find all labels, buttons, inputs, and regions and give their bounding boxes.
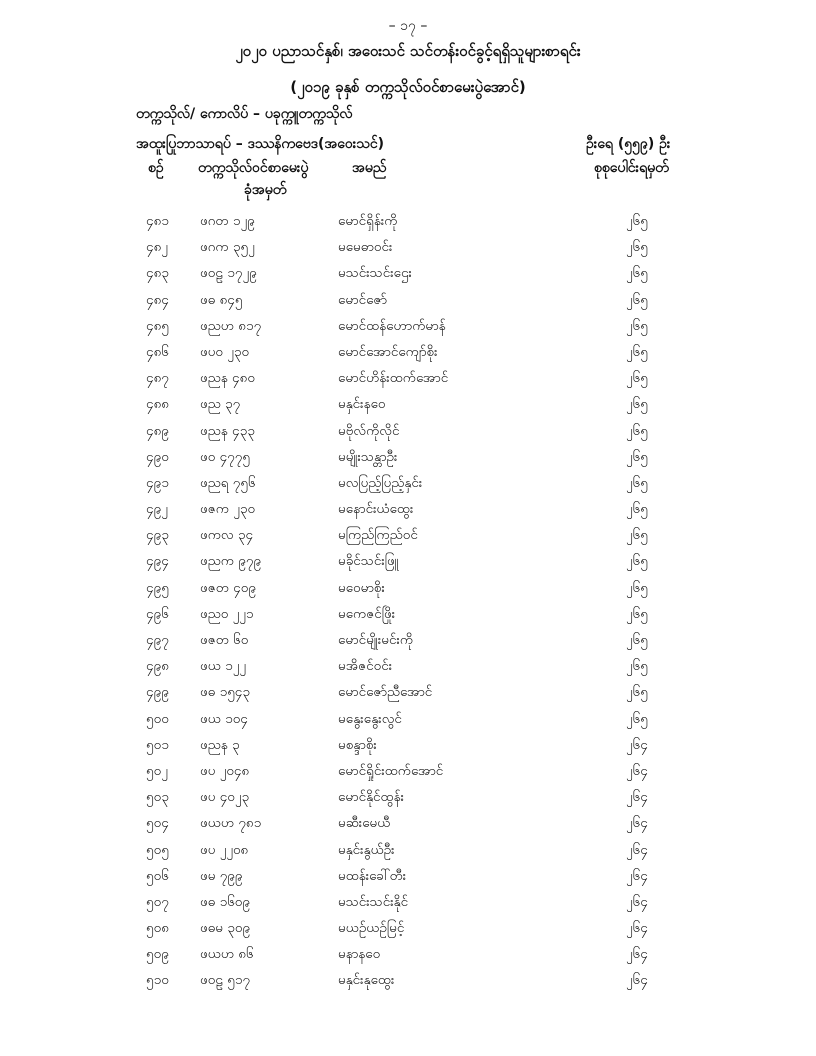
table-row bbox=[0, 260, 816, 286]
table-row bbox=[0, 444, 816, 470]
row-number: ၄၉၉ bbox=[146, 684, 169, 701]
table-row bbox=[0, 391, 816, 417]
total-mark: ၂၆၅ bbox=[626, 658, 648, 675]
row-number: ၄၉၀ bbox=[146, 448, 169, 465]
column-header-exam-no-line2: ခုံအမှတ် bbox=[244, 182, 287, 198]
row-number: ၅၁၀ bbox=[146, 972, 169, 989]
exam-number: ဖကလ ၃၄ bbox=[200, 527, 254, 544]
row-number: ၄၈၈ bbox=[146, 396, 170, 413]
total-mark: ၂၆၅ bbox=[626, 632, 648, 648]
exam-number: ဖဓ ၁၅၄၃ bbox=[200, 684, 250, 701]
total-mark: ၂၆၄ bbox=[626, 972, 648, 989]
total-mark: ၂၆၅ bbox=[626, 579, 648, 596]
total-mark: ၂၆၅ bbox=[626, 553, 648, 570]
student-name: မအိဇင်ဝင်း bbox=[338, 658, 393, 675]
student-name: မမေဓာဝင်း bbox=[338, 239, 393, 256]
table-row bbox=[0, 732, 816, 758]
total-mark: ၂၆၅ bbox=[626, 527, 648, 544]
table-row bbox=[0, 208, 816, 234]
student-name: မနှင်းနုထွေး bbox=[338, 972, 395, 989]
row-number: ၅၀၈ bbox=[146, 920, 169, 937]
exam-number: ဖညက ၉၇၉ bbox=[200, 553, 262, 570]
row-number: ၄၈၉ bbox=[146, 422, 169, 439]
total-mark: ၂၆၄ bbox=[626, 920, 648, 937]
column-header-no: စဉ် bbox=[148, 160, 164, 176]
total-mark: ၂၆၅ bbox=[626, 213, 648, 229]
student-name: မကြည်ကြည်ဝင် bbox=[338, 527, 418, 544]
total-mark: ၂၆၅ bbox=[626, 239, 648, 256]
exam-number: ဖဓမ ၃၀၉ bbox=[200, 920, 251, 937]
exam-number: ဖယ ၁၀၄ bbox=[200, 710, 248, 727]
row-number: ၅၀၃ bbox=[146, 789, 169, 806]
row-number: ၄၈၄ bbox=[146, 291, 169, 308]
column-header-mark: စုစုပေါင်းရမှတ် bbox=[594, 160, 669, 176]
exam-number: ဖဝဠ ၅၁၇ bbox=[200, 972, 251, 989]
table-row bbox=[0, 234, 816, 260]
table-row bbox=[0, 837, 816, 863]
total-mark: ၂၆၄ bbox=[626, 893, 648, 910]
student-name: မောင်ဇော် bbox=[338, 291, 387, 308]
total-mark: ၂၆၅ bbox=[626, 501, 648, 518]
exam-number: ဖယဟ ၇၈၁ bbox=[200, 815, 262, 832]
exam-number: ဖညန ၄၈၀ bbox=[200, 370, 255, 387]
table-row bbox=[0, 313, 816, 339]
exam-number: ဖည၀ ၂၂၁ bbox=[200, 605, 254, 622]
table-row bbox=[0, 339, 816, 365]
student-name: မောင်မျိုးမင်းကို bbox=[338, 632, 414, 648]
table-row bbox=[0, 941, 816, 967]
table-row bbox=[0, 810, 816, 836]
student-name: မကေဇင်ဖြိုး bbox=[338, 605, 396, 622]
student-name: မောင်ရှိန်းကို bbox=[338, 213, 398, 229]
total-mark: ၂၆၅ bbox=[626, 710, 648, 727]
total-mark: ၂၆၄ bbox=[626, 815, 648, 832]
row-number: ၄၉၁ bbox=[146, 474, 169, 491]
student-name: မမျိုးသန္တာဦး bbox=[338, 448, 398, 465]
exam-number: ဖယဟ ၈၆ bbox=[200, 946, 254, 963]
table-row bbox=[0, 784, 816, 810]
table-row bbox=[0, 601, 816, 627]
exam-number: ဖညန ၃ bbox=[200, 736, 240, 753]
exam-number: ဖဇတ ၄၀၉ bbox=[200, 579, 256, 596]
table-row bbox=[0, 706, 816, 732]
table-row bbox=[0, 758, 816, 784]
row-number: ၅၀၁ bbox=[146, 736, 169, 753]
table-row bbox=[0, 548, 816, 574]
total-mark: ၂၆၅ bbox=[626, 265, 648, 282]
student-name: မနာနဝေ bbox=[338, 946, 381, 963]
exam-number: ဖဂက ၃၅၂ bbox=[200, 239, 255, 256]
exam-number: ဖဝ ၄၇၇၅ bbox=[200, 448, 250, 465]
total-mark: ၂၆၄ bbox=[626, 736, 648, 753]
table-row bbox=[0, 496, 816, 522]
row-number: ၄၉၈ bbox=[146, 658, 169, 675]
row-number: ၄၉၂ bbox=[146, 501, 168, 518]
student-name: မလပြည့်ပြည့်နှင်း bbox=[338, 474, 423, 491]
exam-number: ဖပ ၂၂၀၈ bbox=[200, 841, 249, 858]
row-number: ၄၉၄ bbox=[146, 553, 169, 570]
student-name: မောင်ဇော်ညီအောင် bbox=[338, 684, 433, 701]
table-row bbox=[0, 915, 816, 941]
table-row bbox=[0, 627, 816, 653]
student-name: မယဉ်ယဉ်မြင့် bbox=[338, 920, 405, 937]
row-number: ၄၈၁ bbox=[146, 213, 169, 229]
exam-number: ဖဇက ၂၃၀ bbox=[200, 501, 256, 518]
total-mark: ၂၆၄ bbox=[626, 867, 648, 884]
student-name: မနွေးနွေးလွင် bbox=[338, 710, 402, 727]
exam-number: ဖပ ၄၀၂၃ bbox=[200, 789, 250, 806]
row-number: ၅၀၅ bbox=[146, 841, 169, 858]
row-number: ၅၀၉ bbox=[146, 946, 169, 963]
student-name: မထန်းခေါ်တီး bbox=[338, 867, 407, 884]
student-name: မောင်နိုင်ထွန်း bbox=[338, 789, 405, 806]
row-number: ၄၉၅ bbox=[146, 579, 169, 596]
table-row bbox=[0, 653, 816, 679]
row-number: ၄၈၇ bbox=[146, 370, 169, 387]
total-mark: ၂၆၅ bbox=[626, 396, 648, 413]
student-name: မောင်အောင်ကျော်စိုး bbox=[338, 343, 438, 360]
row-number: ၅၀၀ bbox=[146, 710, 169, 727]
exam-number: ဖည ၃၇ bbox=[200, 396, 241, 413]
student-name: မဗိုလ်ကိုလိုင် bbox=[338, 422, 400, 439]
row-number: ၄၉၆ bbox=[146, 605, 169, 622]
total-mark: ၂၆၄ bbox=[626, 841, 648, 858]
exam-number: ဖဇတ ၆၀ bbox=[200, 632, 249, 648]
row-number: ၅၀၄ bbox=[146, 815, 169, 832]
exam-number: ဖညရ ၇၅၆ bbox=[200, 474, 256, 491]
exam-number: ဖပ ၂၀၄၈ bbox=[200, 762, 250, 779]
table-row bbox=[0, 679, 816, 705]
row-number: ၅၀၆ bbox=[146, 867, 169, 884]
student-name: မခိုင်သင်းဖြူ bbox=[338, 553, 399, 570]
page-subtitle: (၂၀၁၉ ခုနှစ် တက္ကသိုလ်ဝင်စာမေးပွဲအောင်) bbox=[290, 78, 526, 96]
table-row bbox=[0, 418, 816, 444]
student-name: မစန္ဒာစိုး bbox=[338, 736, 377, 753]
row-number: ၄၈၂ bbox=[146, 239, 168, 256]
student-name: မသင်းသင်းဌေး bbox=[338, 265, 412, 282]
row-number: ၅၀၇ bbox=[146, 893, 169, 910]
row-number: ၅၀၂ bbox=[146, 762, 168, 779]
row-number: ၄၉၃ bbox=[146, 527, 169, 544]
student-list bbox=[0, 208, 816, 994]
row-number: ၄၈၃ bbox=[146, 265, 169, 282]
table-row bbox=[0, 365, 816, 391]
major-line: အထူးပြုဘာသာရပ် – ဒဿနိကဗေဒ(အဝေးသင်) bbox=[136, 136, 384, 152]
total-mark: ၂၆၅ bbox=[626, 343, 648, 360]
page-number: – ၁၇ – bbox=[388, 18, 428, 34]
student-name: မောင်ဟိန်းထက်အောင် bbox=[338, 370, 449, 387]
exam-number: ဖညန ၄၃၃ bbox=[200, 422, 255, 439]
total-mark: ၂၆၅ bbox=[626, 605, 648, 622]
exam-number: ဖမ ၇၉၉ bbox=[200, 867, 243, 884]
student-name: မသင်းသင်းနိုင် bbox=[338, 893, 409, 910]
university-line: တက္ကသိုလ်/ ကောလိပ် – ပခုက္ကူတက္ကသိုလ် bbox=[136, 106, 353, 122]
table-row bbox=[0, 287, 816, 313]
total-mark: ၂၆၅ bbox=[626, 684, 648, 701]
exam-number: ဖညဟ ၈၁၇ bbox=[200, 317, 262, 334]
total-mark: ၂၆၅ bbox=[626, 317, 648, 334]
exam-number: ဖဓ ၈၄၅ bbox=[200, 291, 243, 308]
table-row bbox=[0, 967, 816, 993]
total-count: ဦးရေ (၅၅၉) ဦး bbox=[586, 136, 671, 152]
table-row bbox=[0, 889, 816, 915]
column-header-exam-no: တက္ကသိုလ်ဝင်စာမေးပွဲ bbox=[198, 160, 309, 176]
total-mark: ၂၆၅ bbox=[626, 474, 648, 491]
exam-number: ဖပ၀ ၂၃၀ bbox=[200, 343, 250, 360]
table-row bbox=[0, 470, 816, 496]
total-mark: ၂၆၄ bbox=[626, 762, 648, 779]
student-name: မနောင်းယံထွေး bbox=[338, 501, 414, 518]
row-number: ၄၈၅ bbox=[146, 317, 169, 334]
total-mark: ၂၆၅ bbox=[626, 448, 648, 465]
column-header-name: အမည် bbox=[352, 160, 387, 176]
total-mark: ၂၆၅ bbox=[626, 422, 648, 439]
total-mark: ၂၆၄ bbox=[626, 946, 648, 963]
student-name: မဆီးမေယီ bbox=[338, 815, 391, 832]
table-row bbox=[0, 522, 816, 548]
total-mark: ၂၆၄ bbox=[626, 789, 648, 806]
total-mark: ၂၆၅ bbox=[626, 370, 648, 387]
student-name: မနှင်းနဝေ bbox=[338, 396, 386, 413]
exam-number: ဖဂတ ၁၂၉ bbox=[200, 213, 255, 229]
row-number: ၄၈၆ bbox=[146, 343, 169, 360]
exam-number: ဖယ ၁၂၂ bbox=[200, 658, 246, 675]
exam-number: ဖဓ ၁၆၀၉ bbox=[200, 893, 250, 910]
page-title: ၂၀၂၀ ပညာသင်နှစ်၊ အဝေးသင် သင်တန်းဝင်ခွင့်ရရှိသူများစာရင်း bbox=[235, 42, 581, 60]
table-row bbox=[0, 575, 816, 601]
student-name: မဝေမာစိုး bbox=[338, 579, 385, 596]
table-row bbox=[0, 863, 816, 889]
student-name: မောင်ရှိုင်းထက်အောင် bbox=[338, 762, 444, 779]
student-name: မောင်ထန်ဟောက်မာန် bbox=[338, 317, 446, 334]
total-mark: ၂၆၅ bbox=[626, 291, 648, 308]
student-name: မနှင်းနွယ်ဦး bbox=[338, 841, 395, 858]
exam-number: ဖဝဠ ၁၇၂၉ bbox=[200, 265, 257, 282]
row-number: ၄၉၇ bbox=[146, 632, 169, 648]
